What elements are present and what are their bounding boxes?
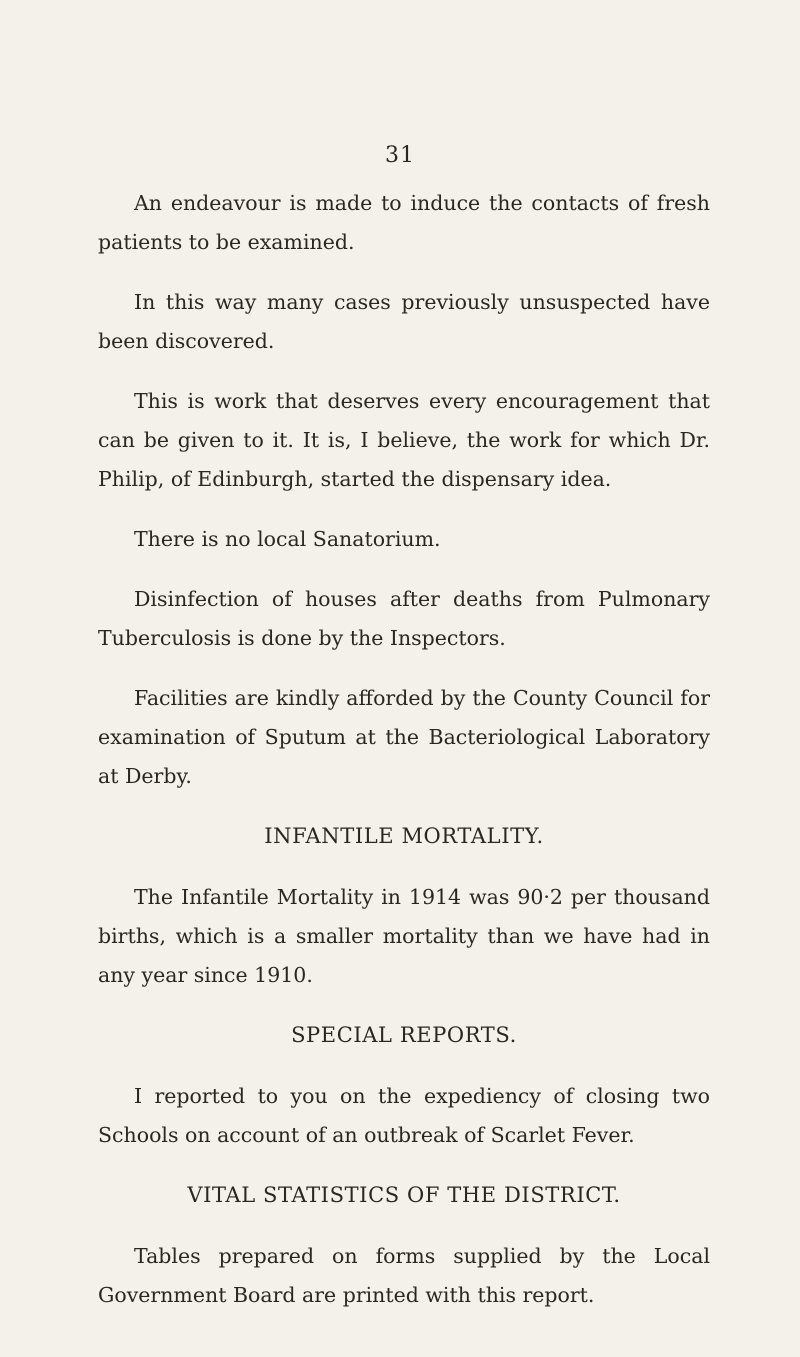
section-heading-vital-statistics: VITAL STATISTICS OF THE DISTRICT. <box>187 1183 621 1207</box>
paragraph-contacts: An endeavour is made to induce the contacts of fresh patients to be examined. <box>98 191 710 254</box>
section-heading-special-reports: SPECIAL REPORTS. <box>291 1023 517 1047</box>
paragraph-sanatorium: There is no local Sanatorium. <box>134 527 441 551</box>
paragraph-disinfection: Disinfection of houses after deaths from Pulmonary Tuberculosis is done by the Inspectors. <box>98 587 710 650</box>
paragraph-cases-discovered: In this way many cases previously unsuspected have been discovered. <box>98 290 710 353</box>
page-body <box>98 184 710 1333</box>
paragraph-encouragement: This is work that deserves every encouragement that can be given to it. It is, I believe, the work for which Dr. Philip, of Edinburgh, started the dispensary idea. <box>98 389 710 491</box>
paragraph-infantile-mortality: The Infantile Mortality in 1914 was 90·2 per thousand births, which is a smaller mortality than we have had in any year since 1910. <box>98 885 710 987</box>
paragraph-vital-statistics: Tables prepared on forms supplied by the Local Government Board are printed with this report. <box>98 1244 710 1307</box>
section-heading-infantile-mortality: INFANTILE MORTALITY. <box>264 824 544 848</box>
page-number: 31 <box>385 143 415 168</box>
paragraph-special-reports: I reported to you on the expediency of closing two Schools on account of an outbreak of Scarlet Fever. <box>98 1084 710 1147</box>
paragraph-sputum-examination: Facilities are kindly afforded by the County Council for examination of Sputum at the Bacteriological Laboratory at Derby. <box>98 686 710 788</box>
